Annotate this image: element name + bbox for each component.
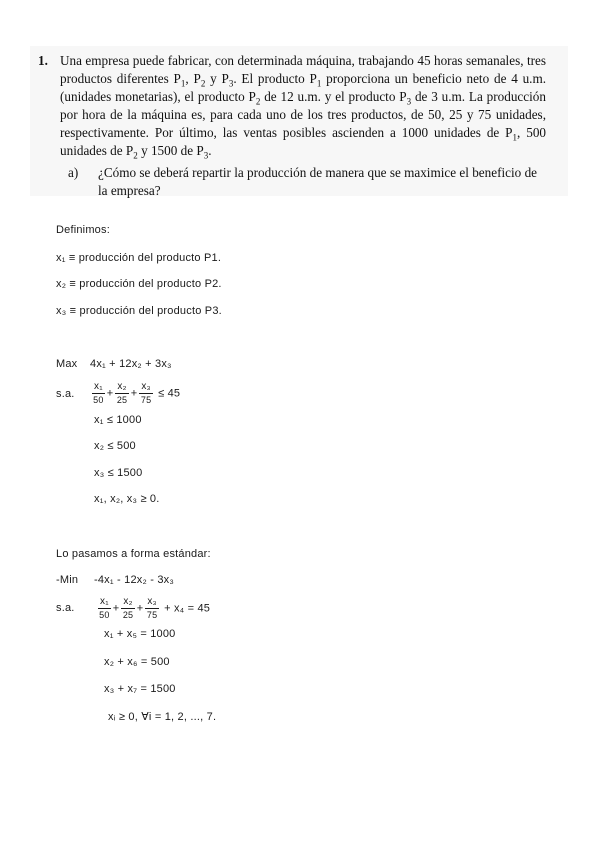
standard-constraint-hours: $\frac{\text{x₁}}{50}$ + $\frac{\text{x₂}}{25}$ + $\frac{\text{x₃}}{75}$ + x₄ = 45 [99, 596, 211, 620]
fraction-x2-25 [115, 381, 128, 406]
question-a [68, 164, 544, 200]
definition-x3: x₃ ≡ producción del producto P3. [56, 305, 222, 317]
subscript: 1 [316, 78, 322, 89]
problem-number: 1. [38, 53, 48, 68]
standard-constraint-rhs: + x₄ = 45 [164, 602, 211, 615]
constraint-rhs: ≤ 45 [158, 387, 181, 400]
fraction-x3-75 [139, 381, 152, 406]
problem-body [60, 52, 546, 160]
subscript: 2 [200, 78, 206, 89]
question-label: a) [68, 165, 79, 180]
numerator: x₂ [117, 381, 127, 392]
body-text: de 12 u.m. y el producto P [260, 89, 407, 104]
standard-form-heading: Lo pasamos a forma estándar: [56, 548, 211, 560]
denominator: 25 [122, 610, 134, 620]
subject-to-label-2: s.a. [56, 602, 75, 614]
standard-constraint-x2: x₂ + x₆ = 500 [104, 656, 170, 668]
body-text: . [208, 143, 212, 158]
definition-x2: x₂ ≡ producción del producto P2. [56, 278, 222, 290]
problem-statement [38, 52, 547, 198]
standard-nonneg: xᵢ ≥ 0, ∀i = 1, 2, ..., 7. [108, 711, 217, 723]
body-text: proporciona un beneficio neto de 4 u.m.(unidades monetarias), el producto P [60, 71, 547, 104]
numerator: x₁ [94, 381, 103, 392]
numerator: x₃ [141, 381, 151, 392]
denominator: 75 [146, 610, 158, 620]
fraction-x3-75 [145, 596, 158, 621]
objective-min-expr: -4x₁ - 12x₂ - 3x₃ [94, 574, 175, 586]
standard-constraint-x1: x₁ + x₅ = 1000 [104, 628, 176, 640]
body-text: Una empresa puede fabricar, con determinada máquina, trabajando 45 horas semanales, tres productos diferentes P [60, 53, 546, 86]
fraction-x1-50 [98, 596, 111, 621]
fraction-x2-25 [121, 596, 134, 621]
fraction-x1-50 [92, 381, 105, 406]
subscript: 3 [203, 150, 209, 161]
denominator: 25 [116, 395, 128, 405]
denominator: 50 [93, 395, 104, 405]
denominator: 75 [140, 395, 152, 405]
constraint-nonneg: x₁, x₂, x₃ ≥ 0. [94, 493, 160, 505]
subscript: 1 [180, 78, 186, 89]
definition-x1: x₁ ≡ producción del producto P1. [56, 252, 222, 264]
constraint-x1: x₁ ≤ 1000 [94, 414, 142, 426]
subscript: 1 [512, 132, 518, 143]
numerator: x₁ [100, 596, 109, 607]
constraint-x2: x₂ ≤ 500 [94, 440, 136, 452]
denominator: 50 [99, 610, 110, 620]
body-text: , P [185, 71, 201, 86]
constraint-x3: x₃ ≤ 1500 [94, 467, 143, 479]
body-text: y P [205, 71, 229, 86]
subscript: 3 [228, 78, 234, 89]
body-text: de 3 u.m. La producción por hora de la máquina es, para cada uno de los tres productos, de 50, 25 y 75 unidades, respectivamente. Por último, las ventas posibles ascienden a 1000 unidades de P [60, 89, 546, 140]
numerator: x₃ [147, 596, 157, 607]
constraint-hours: $\frac{\text{x₁}}{50}$ + $\frac{\text{x₂}}{25}$ + $\frac{\text{x₃}}{75}$ ≤ 45 [93, 381, 181, 405]
numerator: x₂ [123, 596, 133, 607]
objective-min-label: -Min [56, 574, 79, 586]
subscript: 2 [133, 150, 138, 161]
objective-max-expr: 4x₁ + 12x₂ + 3x₃ [90, 358, 172, 370]
body-text: y 1500 de P [137, 143, 204, 158]
question-text: ¿Cómo se deberá repartir la producción de manera que se maximice el beneficio de la empresa? [98, 165, 538, 198]
subscript: 2 [255, 96, 261, 107]
definimos-heading: Definimos: [56, 224, 110, 236]
standard-constraint-x3: x₃ + x₇ = 1500 [104, 683, 176, 695]
subject-to-label: s.a. [56, 388, 75, 400]
body-text: . El producto P [233, 71, 317, 86]
objective-max-label: Max [56, 358, 78, 370]
subscript: 3 [406, 96, 412, 107]
body-text: , 500 unidades de P [60, 125, 547, 158]
